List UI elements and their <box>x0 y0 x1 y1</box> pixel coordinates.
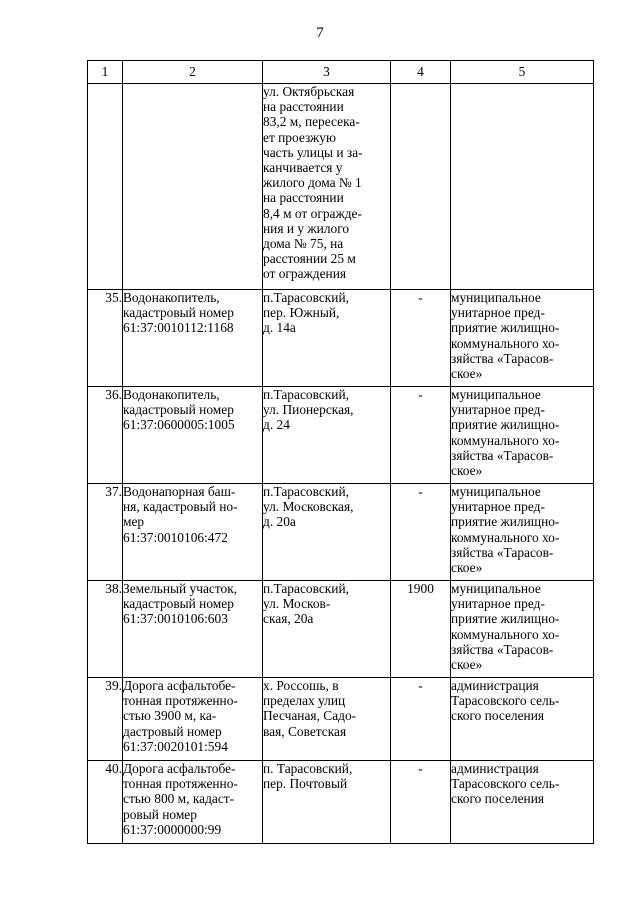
row-number: 35. <box>88 290 123 387</box>
column-header: 4 <box>391 61 451 84</box>
object-owner: администрация Тарасовского сель- ского поселения <box>451 761 594 844</box>
column-header: 3 <box>263 61 391 84</box>
object-address: п.Тарасовский, ул. Московская, д. 20а <box>263 484 391 581</box>
object-address: п.Тарасовский, ул. Пионерская, д. 24 <box>263 387 391 484</box>
object-address: х. Россошь, в пределах улиц Песчаная, Садо- вая, Советская <box>263 678 391 761</box>
object-name: Дорога асфальтобе- тонная протяженно- стью 3900 м, ка- дастровый номер 61:37:0020101:594 <box>123 678 263 761</box>
table-header-row <box>88 61 594 84</box>
object-name <box>123 84 263 290</box>
row-number: 36. <box>88 387 123 484</box>
object-address: п.Тарасовский, ул. Москов- ская, 20а <box>263 581 391 678</box>
object-name: Водонакопитель, кадастровый номер 61:37:0010112:1168 <box>123 290 263 387</box>
row-number <box>88 84 123 290</box>
table-row <box>88 761 594 844</box>
object-name: Земельный участок, кадастровый номер 61:37:0010106:603 <box>123 581 263 678</box>
column-header: 5 <box>451 61 594 84</box>
object-area: - <box>391 290 451 387</box>
table-row <box>88 290 594 387</box>
object-area: - <box>391 387 451 484</box>
object-owner: муниципальное унитарное пред- приятие жилищно- коммунального хо- зяйства «Тарасов- ское» <box>451 581 594 678</box>
page-number: 7 <box>316 25 324 41</box>
row-number: 37. <box>88 484 123 581</box>
object-name: Дорога асфальтобе- тонная протяженно- стью 800 м, кадаст- ровый номер 61:37:0000000:99 <box>123 761 263 844</box>
table-row <box>88 581 594 678</box>
object-name: Водонакопитель, кадастровый номер 61:37:0600005:1005 <box>123 387 263 484</box>
table-row <box>88 387 594 484</box>
object-area <box>391 84 451 290</box>
object-area: 1900 <box>391 581 451 678</box>
row-number: 38. <box>88 581 123 678</box>
object-owner: муниципальное унитарное пред- приятие жилищно- коммунального хо- зяйства «Тарасов- ское» <box>451 484 594 581</box>
object-name: Водонапорная баш- ня, кадастровый но- мер 61:37:0010106:472 <box>123 484 263 581</box>
row-number: 40. <box>88 761 123 844</box>
table-row <box>88 84 594 290</box>
column-header: 2 <box>123 61 263 84</box>
object-area: - <box>391 678 451 761</box>
object-address: п. Тарасовский, пер. Почтовый <box>263 761 391 844</box>
table-row <box>88 678 594 761</box>
object-owner <box>451 84 594 290</box>
object-address: п.Тарасовский, пер. Южный, д. 14а <box>263 290 391 387</box>
table-row <box>88 484 594 581</box>
column-header: 1 <box>88 61 123 84</box>
object-area: - <box>391 761 451 844</box>
property-registry-table <box>87 60 594 844</box>
object-area: - <box>391 484 451 581</box>
object-owner: администрация Тарасовского сель- ского поселения <box>451 678 594 761</box>
object-address: ул. Октябрьская на расстоянии 83,2 м, пересека- ет проезжую часть улицы и за- канчивается у жилого дома № 1 на расстоянии 8,4 м от огражде- ния и у жилого дома № 75, на расстоянии 25 м от ограждения <box>263 84 391 290</box>
object-owner: муниципальное унитарное пред- приятие жилищно- коммунального хо- зяйства «Тарасов- ское» <box>451 387 594 484</box>
object-owner: муниципальное унитарное пред- приятие жилищно- коммунального хо- зяйства «Тарасов- ское» <box>451 290 594 387</box>
row-number: 39. <box>88 678 123 761</box>
